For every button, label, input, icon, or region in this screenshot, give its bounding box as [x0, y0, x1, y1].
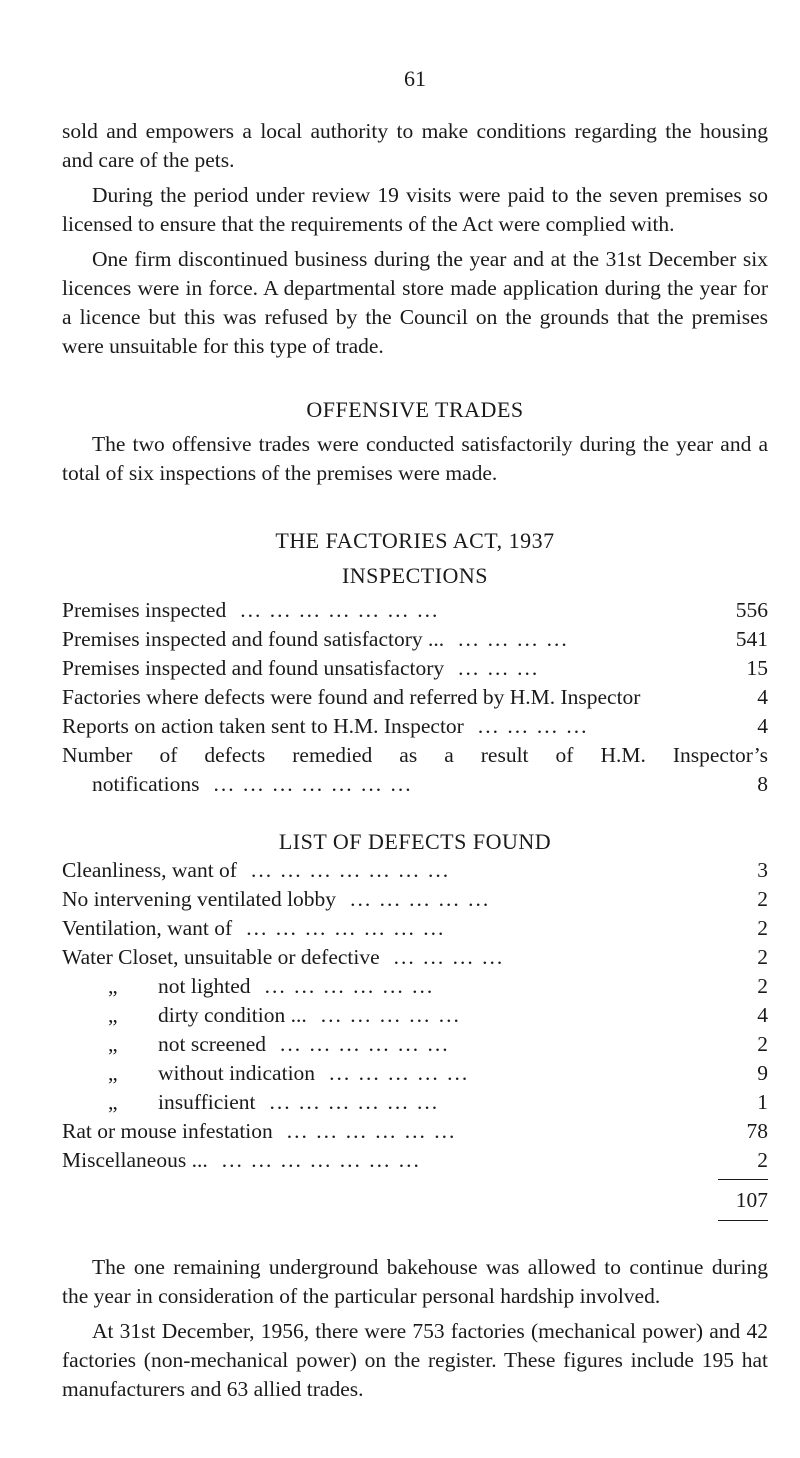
- inspections-row: [62, 683, 768, 712]
- leader-dots: ... ... ... ... ... ...: [264, 974, 435, 998]
- ditto-mark: „: [108, 1061, 118, 1085]
- leader-dots: ... ... ... ... ...: [329, 1061, 470, 1085]
- leader-dots: ... ... ... ... ... ... ...: [213, 772, 413, 796]
- paragraph-offensive-trades: The two offensive trades were conducted satisfactorily during the year and a total of six inspections of the premises were made.: [62, 432, 768, 485]
- defects-row: [62, 885, 768, 914]
- defects-row: [62, 1117, 768, 1146]
- row-value: 4: [757, 714, 768, 738]
- paragraph-licences: One firm discontinued business during the year and at the 31st December six licences were in force. A departmental store made application during the year for a licence but this was refused by the Council on the grounds that the premises were unsuitable for this type of trade.: [62, 247, 768, 358]
- row-value: 556: [735, 598, 768, 622]
- row-value: 2: [757, 1032, 768, 1056]
- defects-subrow: [62, 1088, 768, 1117]
- leader-dots: ... ... ... ... ... ... ...: [240, 598, 440, 622]
- defects-total: 107: [735, 1187, 768, 1212]
- row-value: 2: [757, 974, 768, 998]
- row-value: 4: [757, 1003, 768, 1027]
- row-label: Cleanliness, want of: [62, 858, 237, 882]
- row-value: 3: [757, 858, 768, 882]
- ditto-mark: „: [108, 974, 118, 998]
- leader-dots: ... ... ...: [458, 656, 540, 680]
- row-value: 2: [757, 945, 768, 969]
- heading-inspections: INSPECTIONS: [341, 563, 489, 588]
- row-label: No intervening ventilated lobby: [62, 887, 337, 911]
- row-label: Ventilation, want of: [62, 916, 233, 940]
- defects-total-block: [62, 1179, 768, 1221]
- heading-factories-act: THE FACTORIES ACT, 1937: [275, 528, 555, 553]
- row-label: Factories where defects were found and referred by H.M. Inspector: [62, 685, 641, 709]
- ditto-mark: „: [108, 1032, 118, 1056]
- defects-table: [62, 856, 768, 1221]
- leader-dots: ... ... ... ... ... ...: [286, 1119, 457, 1143]
- paragraph-visits: During the period under review 19 visits were paid to the seven premises so licensed to ensure that the requirements of the Act were complied with.: [62, 183, 768, 236]
- leader-dots: ... ... ... ... ...: [350, 887, 491, 911]
- defects-row: [62, 914, 768, 943]
- row-label: Miscellaneous ...: [62, 1148, 208, 1172]
- leader-dots: ... ... ... ... ... ... ...: [246, 916, 446, 940]
- row-value: 78: [746, 1119, 768, 1143]
- inspections-row: [62, 625, 768, 654]
- defects-row: [62, 1146, 768, 1175]
- leader-dots: ... ... ... ...: [458, 627, 569, 651]
- row-label: Premises inspected and found satisfactory ...: [62, 627, 445, 651]
- leader-dots: ... ... ... ...: [477, 714, 589, 738]
- row-label: not screened: [158, 1032, 267, 1056]
- row-value: 8: [757, 772, 768, 796]
- defects-subrow: [62, 1001, 768, 1030]
- paragraph-factories-register: At 31st December, 1956, there were 753 factories (mechanical power) and 42 factories (non-mechanical power) on the register. These figures include 195 hat manufacturers and 63 allied trades.: [62, 1319, 768, 1401]
- page-number: 61: [404, 66, 426, 91]
- row-value: 15: [746, 656, 768, 680]
- leader-dots: ... ... ... ... ... ... ...: [221, 1148, 421, 1172]
- row-label: Water Closet, unsuitable or defective: [62, 945, 380, 969]
- row-value: 2: [757, 1148, 768, 1172]
- defects-subrow: [62, 972, 768, 1001]
- row-label-line1: Number of defects remedied as a result of H.M. Inspector’s: [62, 743, 768, 767]
- leader-dots: ... ... ... ... ... ... ...: [250, 858, 451, 882]
- row-label: insufficient: [158, 1090, 256, 1114]
- leader-dots: ... ... ... ... ...: [320, 1003, 461, 1027]
- inspections-row: [62, 596, 768, 625]
- defects-subrow: [62, 1030, 768, 1059]
- leader-dots: ... ... ... ... ... ...: [280, 1032, 450, 1056]
- row-label: not lighted: [158, 974, 251, 998]
- row-value: 2: [757, 887, 768, 911]
- ditto-mark: „: [108, 1003, 118, 1027]
- inspections-row: [62, 654, 768, 683]
- inspections-row: [62, 712, 768, 741]
- defects-row: [62, 856, 768, 885]
- row-label: without indication: [158, 1061, 316, 1085]
- heading-offensive-trades: OFFENSIVE TRADES: [306, 397, 524, 422]
- row-value: 4: [757, 685, 768, 709]
- ditto-mark: „: [108, 1090, 118, 1114]
- defects-subrow: [62, 1059, 768, 1088]
- heading-list-of-defects: LIST OF DEFECTS FOUND: [278, 829, 552, 854]
- paragraph-bakehouse: The one remaining underground bakehouse was allowed to continue during the year in consideration of the particular personal hardship involved.: [62, 1255, 768, 1308]
- row-label: Premises inspected and found unsatisfactory: [62, 656, 445, 680]
- total-rule-bottom: [718, 1220, 768, 1221]
- paragraph-pets-housing: sold and empowers a local authority to make conditions regarding the housing and care of the pets.: [62, 119, 768, 172]
- defects-row: [62, 943, 768, 972]
- row-value: 541: [735, 627, 768, 651]
- leader-dots: ... ... ... ...: [393, 945, 505, 969]
- inspections-table: [62, 596, 768, 799]
- row-value: 1: [757, 1090, 768, 1114]
- row-value: 2: [757, 916, 768, 940]
- row-label-line2: notifications: [92, 772, 200, 796]
- leader-dots: ... ... ... ... ... ...: [269, 1090, 440, 1114]
- row-label: Premises inspected: [62, 598, 227, 622]
- row-value: 9: [757, 1061, 768, 1085]
- row-label: Rat or mouse infestation: [62, 1119, 273, 1143]
- row-label: dirty condition ...: [158, 1003, 307, 1027]
- row-label: Reports on action taken sent to H.M. Inspector: [62, 714, 464, 738]
- inspections-row-wrapped: [62, 741, 768, 799]
- page: [62, 0, 768, 1404]
